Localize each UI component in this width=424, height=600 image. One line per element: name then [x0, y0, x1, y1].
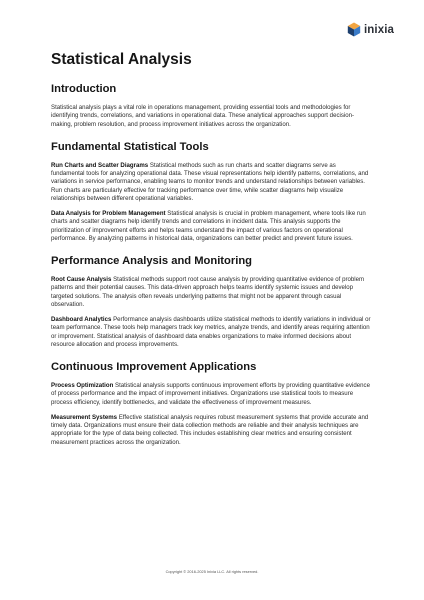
paragraph [51, 210, 371, 243]
paragraph-text: Statistical methods such as run charts and scatter diagrams serve as fundamental tools for analyzing operational data. These visual representations help identify patterns, correlations, and variations in service performance, enabling teams to monitor trends and understand relationships between variables. Run charts are particularly effective for tracking performance over time, while scatter diagrams help visualize relationships between different operational variables. [51, 161, 369, 202]
paragraph [51, 162, 371, 203]
copyright-footer: Copyright © 2016-2025 Inixia LLC. All rights reserved. [165, 569, 259, 574]
paragraph [51, 382, 371, 407]
paragraph [51, 276, 371, 309]
section-heading-performance-analysis: Performance Analysis and Monitoring [51, 255, 252, 267]
document-body [51, 51, 371, 447]
paragraph-text: Statistical analysis is crucial in problem management, where tools like run charts and scatter diagrams help identify trends and correlations in incident data. This analysis supports the prioritization of improvement efforts and helps teams understand the impact of various factors on operational performance. By analyzing patterns in historical data, organizations can better predict and prevent future issues. [51, 210, 366, 242]
paragraph-text: Effective statistical analysis requires robust measurement systems that provide accurate and timely data. Organizations must ensure their data collection methods are reliable and their analysis techniques are appropriate for the type of data being collected. This includes establishing clear metrics and ensuring consistent measurement practices across the organization. [51, 413, 369, 446]
paragraph [51, 414, 371, 447]
brand-logo [347, 22, 394, 37]
paragraph-text: Performance analysis dashboards utilize statistical methods to identify variations in individual or team performance. These tools help managers track key metrics, analyze trends, and identify areas requiring attention or improvement. Statistical analysis of dashboard data enables organizations to make informed decisions about resource allocation and process improvements. [51, 316, 371, 348]
paragraph [51, 316, 371, 349]
paragraph-text: Statistical analysis supports continuous improvement efforts by providing quantitative evidence of process performance and the impact of improvement initiatives. Organizations use statistical tools to measure process efficiency, identify bottlenecks, and validate the effectiveness of improvement measures. [51, 382, 370, 406]
section-heading-introduction: Introduction [51, 83, 117, 95]
inixia-cube-logo-icon [347, 22, 361, 37]
paragraph-lead: Measurement Systems [51, 413, 118, 421]
paragraph-text: Statistical analysis plays a vital role in operations management, providing essential tools and methodologies for identifying trends, correlations, and variations in operational data. These analytical approaches support decision-making, problem resolution, and process improvement initiatives across the organization. [51, 104, 355, 128]
section-heading-fundamental-tools: Fundamental Statistical Tools [51, 140, 209, 153]
paragraph-text: Statistical methods support root cause analysis by providing quantitative evidence of problem patterns and their potential causes. This data-driven approach helps teams identify systemic issues and develop targeted solutions. The analysis often reveals underlying patterns that might not be apparent through casual observation. [51, 276, 365, 308]
paragraph-lead: Process Optimization [51, 382, 114, 389]
paragraph-lead: Data Analysis for Problem Management [51, 210, 166, 217]
paragraph-lead: Root Cause Analysis [51, 276, 112, 283]
page-title: Statistical Analysis [51, 51, 192, 68]
section-heading-continuous-improvement: Continuous Improvement Applications [51, 361, 257, 373]
logo-text: inixia [363, 23, 394, 36]
paragraph-lead: Dashboard Analytics [51, 316, 112, 323]
paragraph-lead: Run Charts and Scatter Diagrams [51, 161, 149, 169]
paragraph [51, 104, 371, 129]
